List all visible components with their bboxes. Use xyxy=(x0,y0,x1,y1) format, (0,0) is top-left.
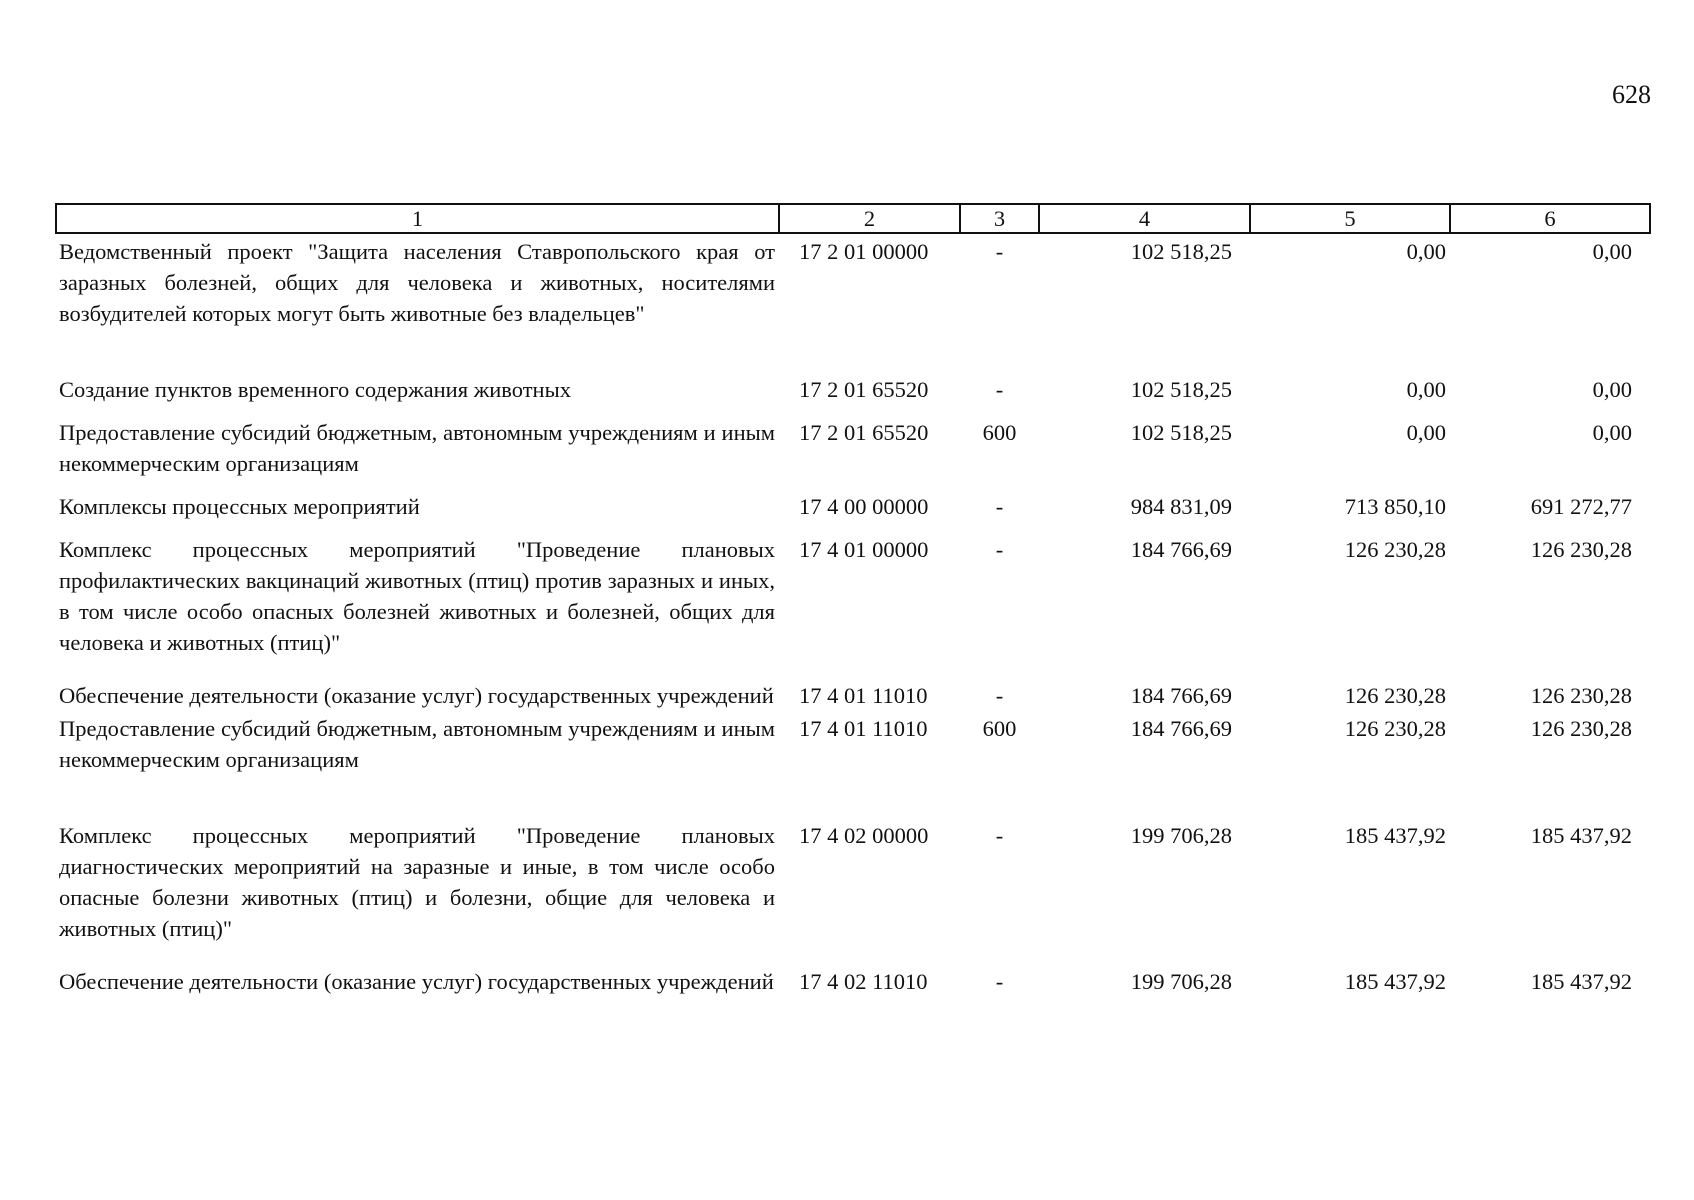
row-name: Комплексы процессных мероприятий xyxy=(59,494,420,519)
row-value-4: 184 766,69 xyxy=(1130,683,1232,708)
row-code: 17 2 01 00000 xyxy=(799,239,929,264)
row-name: Комплекс процессных мероприятий "Проведение плановых профилактических вакцинаций животных (птиц) против заразных и иных, в том числе особо опасных болезней животных и болезней, общих для человека и животных (птиц)" xyxy=(59,537,775,655)
row-name: Обеспечение деятельности (оказание услуг) государственных учреждений xyxy=(59,683,774,708)
table-row xyxy=(56,534,1650,680)
row-value-6: 0,00 xyxy=(1592,420,1632,445)
row-value-4: 102 518,25 xyxy=(1130,420,1232,445)
page-number: 628 xyxy=(1612,80,1651,109)
row-code: 17 4 01 11010 xyxy=(799,716,928,741)
row-value-5: 126 230,28 xyxy=(1344,716,1446,741)
table-row xyxy=(56,233,1650,374)
header-col-3: 3 xyxy=(960,204,1039,233)
row-type: - xyxy=(995,239,1004,264)
row-value-4: 184 766,69 xyxy=(1130,716,1232,741)
row-name: Предоставление субсидий бюджетным, автономным учреждениям и иным некоммерческим организациям xyxy=(59,420,775,476)
row-value-5: 0,00 xyxy=(1406,377,1446,402)
row-name: Предоставление субсидий бюджетным, автономным учреждениям и иным некоммерческим организациям xyxy=(59,716,775,772)
row-value-4: 199 706,28 xyxy=(1130,823,1232,848)
table-row xyxy=(56,374,1650,417)
budget-table xyxy=(55,203,1651,997)
table-row xyxy=(56,680,1650,713)
row-value-4: 102 518,25 xyxy=(1130,377,1232,402)
row-name: Обеспечение деятельности (оказание услуг) государственных учреждений xyxy=(59,969,774,994)
row-name: Создание пунктов временного содержания животных xyxy=(59,377,571,402)
row-value-4: 199 706,28 xyxy=(1130,969,1232,994)
row-value-6: 126 230,28 xyxy=(1530,716,1632,741)
row-value-4: 184 766,69 xyxy=(1130,537,1232,562)
row-value-5: 0,00 xyxy=(1406,239,1446,264)
row-type: 600 xyxy=(982,716,1017,741)
row-name: Комплекс процессных мероприятий "Проведение плановых диагностических мероприятий на заразные и иные, в том числе особо опасные болезни животных (птиц) и болезни, общие для человека и животных (птиц)" xyxy=(59,823,775,941)
header-col-1: 1 xyxy=(56,204,779,233)
row-value-5: 713 850,10 xyxy=(1344,494,1446,519)
row-value-6: 691 272,77 xyxy=(1530,494,1632,519)
row-value-5: 126 230,28 xyxy=(1344,537,1446,562)
row-code: 17 4 02 11010 xyxy=(799,969,928,994)
row-name: Ведомственный проект "Защита населения Ставропольского края от заразных болезней, общих для человека и животных, носителями возбудителей которых могут быть животные без владельцев" xyxy=(59,239,775,326)
row-code: 17 4 01 00000 xyxy=(799,537,929,562)
row-value-6: 126 230,28 xyxy=(1530,537,1632,562)
table-body xyxy=(56,233,1650,997)
table-row xyxy=(56,417,1650,491)
header-col-6: 6 xyxy=(1450,204,1650,233)
table-row xyxy=(56,820,1650,966)
row-value-6: 185 437,92 xyxy=(1530,823,1632,848)
row-type: - xyxy=(995,494,1004,519)
row-code: 17 4 00 00000 xyxy=(799,494,929,519)
row-value-4: 984 831,09 xyxy=(1130,494,1232,519)
row-value-5: 0,00 xyxy=(1406,420,1446,445)
table-row xyxy=(56,713,1650,820)
row-code: 17 2 01 65520 xyxy=(799,377,929,402)
row-type: - xyxy=(995,537,1004,562)
row-value-6: 185 437,92 xyxy=(1530,969,1632,994)
row-value-6: 0,00 xyxy=(1592,239,1632,264)
row-value-6: 0,00 xyxy=(1592,377,1632,402)
row-code: 17 2 01 65520 xyxy=(799,420,929,445)
header-row xyxy=(56,204,1650,233)
header-col-5: 5 xyxy=(1250,204,1450,233)
row-type: - xyxy=(995,823,1004,848)
table-header xyxy=(56,204,1650,233)
row-code: 17 4 02 00000 xyxy=(799,823,929,848)
table-row xyxy=(56,966,1650,997)
row-type: - xyxy=(995,969,1004,994)
row-value-4: 102 518,25 xyxy=(1130,239,1232,264)
row-type: 600 xyxy=(982,420,1017,445)
row-value-5: 185 437,92 xyxy=(1344,969,1446,994)
row-value-5: 185 437,92 xyxy=(1344,823,1446,848)
row-type: - xyxy=(995,683,1004,708)
header-col-2: 2 xyxy=(779,204,960,233)
row-type: - xyxy=(995,377,1004,402)
header-col-4: 4 xyxy=(1039,204,1250,233)
row-value-6: 126 230,28 xyxy=(1530,683,1632,708)
table-row xyxy=(56,491,1650,534)
row-code: 17 4 01 11010 xyxy=(799,683,928,708)
row-value-5: 126 230,28 xyxy=(1344,683,1446,708)
